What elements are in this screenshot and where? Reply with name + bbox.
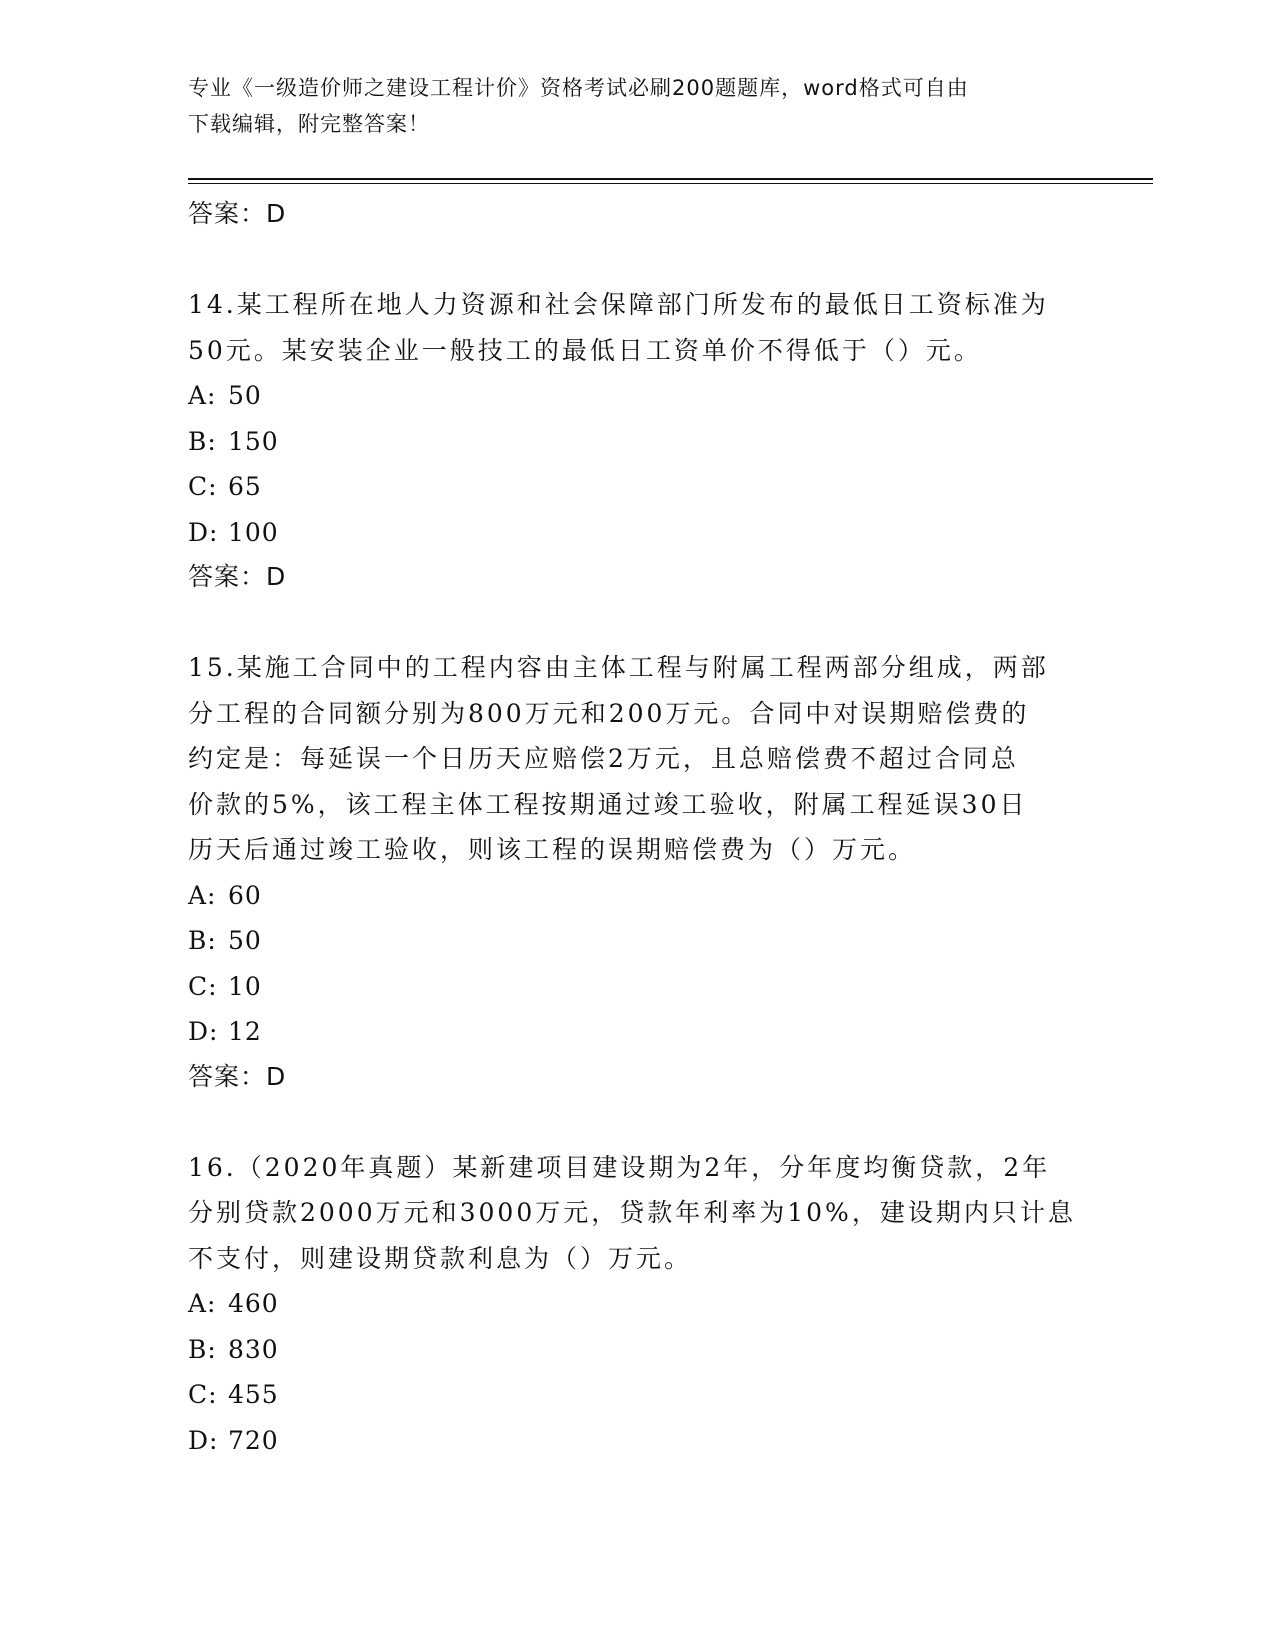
option-c: C: 65 bbox=[188, 472, 262, 501]
question-line: 分工程的合同额分别为800万元和200万元。合同中对误期赔偿费的 bbox=[188, 698, 1030, 728]
header-line-1: 专业《一级造价师之建设工程计价》资格考试必刷200题题库，word格式可自由 bbox=[188, 76, 969, 100]
page-content bbox=[188, 192, 1088, 1463]
option-b: B: 150 bbox=[188, 426, 279, 456]
header-rule-thick bbox=[188, 178, 1153, 180]
question-line: 14.某工程所在地人力资源和社会保障部门所发布的最低日工资标准为 bbox=[188, 290, 1049, 319]
question-line: 不支付，则建设期贷款利息为（）万元。 bbox=[188, 1243, 693, 1273]
question-text bbox=[188, 1145, 1088, 1282]
header-line-2: 下载编辑，附完整答案！ bbox=[188, 112, 430, 136]
option-a: A: 50 bbox=[188, 381, 262, 410]
option-b: B: 50 bbox=[188, 926, 262, 955]
option-a: A: 460 bbox=[188, 1289, 279, 1318]
question-line: 约定是：每延误一个日历天应赔偿2万元，且总赔偿费不超过合同总 bbox=[188, 744, 1019, 773]
option-a: A: 60 bbox=[188, 880, 262, 910]
question-block bbox=[188, 645, 1088, 1099]
question-block bbox=[188, 282, 1088, 599]
question-line: 历天后通过竣工验收，则该工程的误期赔偿费为（）万元。 bbox=[188, 835, 917, 864]
question-line: 50元。某安装企业一般技工的最低日工资单价不得低于（）元。 bbox=[188, 335, 982, 365]
question-line: 分别贷款2000万元和3000万元，贷款年利率为10%，建设期内只计息 bbox=[188, 1198, 1076, 1227]
question-text bbox=[188, 645, 1088, 873]
answer-line: 答案：D bbox=[188, 199, 287, 228]
answer-line: 答案：D bbox=[188, 562, 287, 591]
option-b: B: 830 bbox=[188, 1334, 279, 1364]
question-line: 16.（2020年真题）某新建项目建设期为2年，分年度均衡贷款，2年 bbox=[188, 1152, 1051, 1182]
answer-line: 答案：D bbox=[188, 1061, 287, 1091]
question-block bbox=[188, 1145, 1088, 1464]
question-text bbox=[188, 282, 1088, 373]
option-c: C: 455 bbox=[188, 1380, 279, 1409]
document-header bbox=[188, 70, 1068, 142]
option-c: C: 10 bbox=[188, 971, 262, 1001]
header-rule-thin bbox=[188, 183, 1153, 184]
option-d: D: 720 bbox=[188, 1425, 279, 1455]
option-d: D: 100 bbox=[188, 517, 279, 547]
option-d: D: 12 bbox=[188, 1017, 262, 1046]
question-line: 15.某施工合同中的工程内容由主体工程与附属工程两部分组成，两部 bbox=[188, 653, 1049, 682]
question-line: 价款的5%，该工程主体工程按期通过竣工验收，附属工程延误30日 bbox=[188, 789, 1028, 819]
